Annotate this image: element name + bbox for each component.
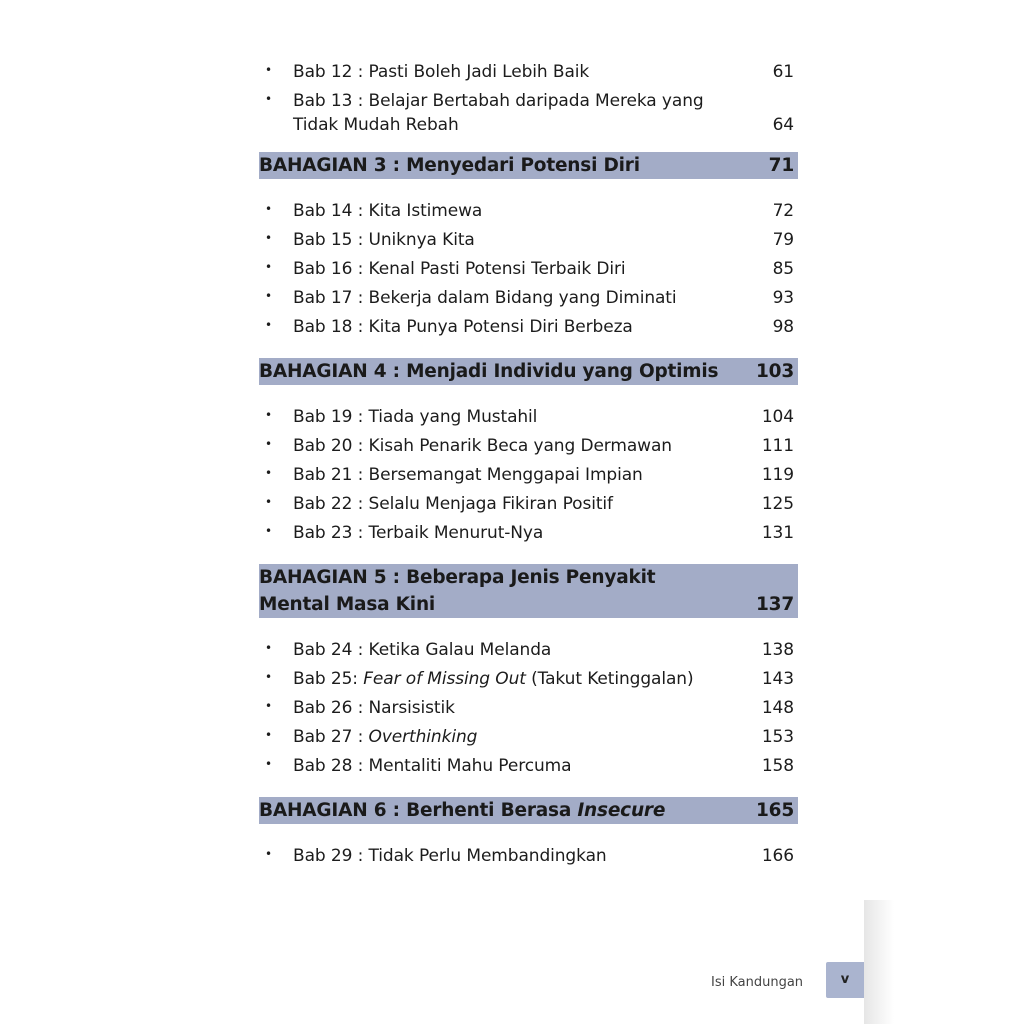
section-title: BAHAGIAN 3 : Menyedari Potensi Diri [259, 155, 640, 176]
toc-entry-page: 153 [761, 727, 794, 747]
toc-entry-bab-15 [259, 228, 798, 252]
toc-entry-bab-20 [259, 434, 798, 458]
footer-section-label: Isi Kandungan [711, 975, 804, 990]
bullet: • [265, 757, 272, 771]
table-of-contents [259, 60, 798, 873]
toc-entry-label-line-2: Tidak Mudah Rebah [293, 115, 459, 135]
toc-entry-bab-26 [259, 696, 798, 720]
toc-entry-label: Bab 15 : Uniknya Kita [293, 230, 475, 250]
toc-entry-label: Bab 24 : Ketika Galau Melanda [293, 640, 552, 660]
bullet: • [265, 728, 272, 742]
toc-entry-bab-24 [259, 638, 798, 662]
toc-entry-page: 131 [761, 523, 794, 543]
toc-entry-page: 143 [761, 669, 794, 689]
toc-entry-label: Bab 22 : Selalu Menjaga Fikiran Positif [293, 494, 613, 514]
toc-entry-label: Bab 20 : Kisah Penarik Beca yang Dermawan [293, 436, 672, 456]
toc-entry-label: Bab 14 : Kita Istimewa [293, 201, 483, 221]
toc-entry-bab-25 [259, 667, 798, 691]
bullet: • [265, 641, 272, 655]
section-page: 103 [755, 361, 794, 382]
toc-entry-page: 98 [772, 317, 794, 337]
toc-entry-label-italic: Fear of Missing Out [363, 669, 526, 689]
bullet: • [265, 524, 272, 538]
page-edge-shadow [864, 900, 894, 1024]
toc-entry-bab-21 [259, 463, 798, 487]
toc-entry-label: Bab 28 : Mentaliti Mahu Percuma [293, 756, 572, 776]
bullet: • [265, 466, 272, 480]
bullet: • [265, 63, 272, 77]
toc-entry-label: Bab 16 : Kenal Pasti Potensi Terbaik Diri [293, 259, 626, 279]
section-header-bahagian-6 [259, 797, 798, 824]
toc-entry-bab-13 [259, 89, 798, 137]
toc-entry-page: 93 [772, 288, 794, 308]
bullet: • [265, 670, 272, 684]
toc-entry-page: 104 [761, 407, 794, 427]
toc-entry-label-prefix: Bab 25: [293, 669, 364, 689]
toc-entry-page: 72 [772, 201, 794, 221]
section-title-line-1: BAHAGIAN 5 : Beberapa Jenis Penyakit [259, 567, 656, 588]
toc-entry-label-prefix: Bab 27 : [293, 727, 369, 747]
bullet: • [265, 260, 272, 274]
bullet: • [265, 408, 272, 422]
toc-entry-label: Bab 26 : Narsisistik [293, 698, 455, 718]
toc-entry-bab-19 [259, 405, 798, 429]
toc-entry-bab-14 [259, 199, 798, 223]
toc-entry-page: 79 [772, 230, 794, 250]
toc-entry-label: Bab 18 : Kita Punya Potensi Diri Berbeza [293, 317, 633, 337]
bullet: • [265, 847, 272, 861]
toc-entry-label: Bab 17 : Bekerja dalam Bidang yang Diminati [293, 288, 677, 308]
section-title-prefix: BAHAGIAN 6 : Berhenti Berasa [259, 800, 578, 821]
toc-entry-bab-12 [259, 60, 798, 84]
bullet: • [265, 495, 272, 509]
toc-entry-page: 125 [761, 494, 794, 514]
toc-entry-label: Bab 29 : Tidak Perlu Membandingkan [293, 846, 607, 866]
toc-entry-page: 111 [761, 436, 794, 456]
section-header-bahagian-5 [259, 564, 798, 618]
toc-entry-page: 166 [761, 846, 794, 866]
toc-entry-label-line-1: Bab 13 : Belajar Bertabah daripada Mereka yang [293, 91, 704, 111]
toc-entry-label: Bab 19 : Tiada yang Mustahil [293, 407, 538, 427]
toc-entry-page: 148 [761, 698, 794, 718]
toc-entry-page: 64 [772, 115, 794, 135]
toc-entry-page: 158 [761, 756, 794, 776]
toc-entry-label: Bab 21 : Bersemangat Menggapai Impian [293, 465, 643, 485]
section-title-line-2: Mental Masa Kini [259, 594, 436, 615]
toc-entry-bab-17 [259, 286, 798, 310]
section-page: 165 [755, 800, 794, 821]
toc-entry-label: Bab 12 : Pasti Boleh Jadi Lebih Baik [293, 62, 590, 82]
toc-entry-label: Bab 23 : Terbaik Menurut-Nya [293, 523, 544, 543]
toc-entry-bab-28 [259, 754, 798, 778]
toc-entry-bab-16 [259, 257, 798, 281]
section-page: 71 [768, 155, 794, 176]
section-title: BAHAGIAN 4 : Menjadi Individu yang Optimis [259, 361, 719, 382]
section-header-bahagian-4 [259, 358, 798, 385]
section-page: 137 [755, 594, 794, 615]
bullet: • [265, 202, 272, 216]
toc-entry-page: 85 [772, 259, 794, 279]
toc-entry-bab-27 [259, 725, 798, 749]
toc-entry-bab-29 [259, 844, 798, 868]
bullet: • [265, 289, 272, 303]
toc-entry-page: 61 [772, 62, 794, 82]
bullet: • [265, 318, 272, 332]
bullet: • [265, 437, 272, 451]
toc-entry-label-suffix: (Takut Ketinggalan) [525, 669, 694, 689]
toc-entry-bab-22 [259, 492, 798, 516]
footer-page-number-tab: v [826, 962, 864, 998]
section-title-italic: Insecure [577, 800, 666, 821]
bullet: • [265, 231, 272, 245]
toc-entry-bab-18 [259, 315, 798, 339]
toc-entry-page: 119 [761, 465, 794, 485]
bullet: • [265, 699, 272, 713]
toc-entry-label-italic: Overthinking [368, 727, 478, 747]
bullet: • [265, 92, 272, 106]
toc-entry-page: 138 [761, 640, 794, 660]
toc-entry-bab-23 [259, 521, 798, 545]
section-header-bahagian-3 [259, 152, 798, 179]
